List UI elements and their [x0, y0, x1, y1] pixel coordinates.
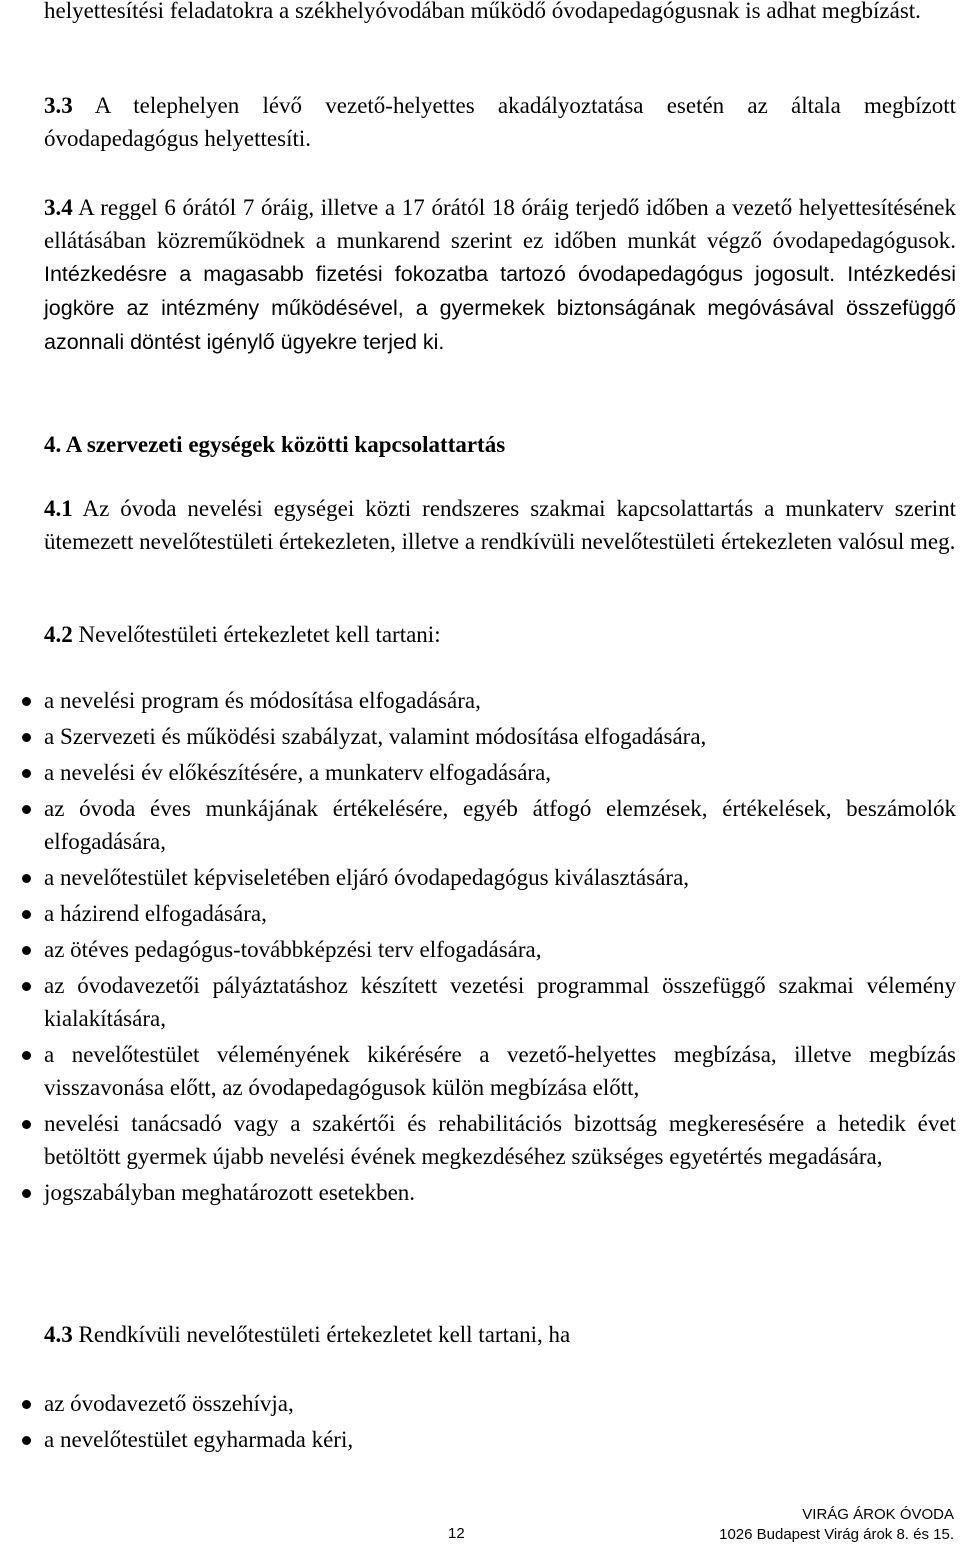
bullet-icon: [22, 1436, 31, 1445]
section-4-1-paragraph: [44, 492, 956, 558]
section-4-2-paragraph: [44, 618, 956, 651]
bullet-icon: [22, 805, 31, 814]
section-number: 4.2: [44, 622, 73, 647]
list-item: jogszabályban meghatározott esetekben.: [44, 1176, 956, 1209]
list-item: a házirend elfogadására,: [44, 897, 956, 930]
list-item: az ötéves pedagógus-továbbképzési terv elfogadására,: [44, 933, 956, 966]
org-name: VIRÁG ÁROK ÓVODA: [802, 1506, 954, 1523]
list-item: a nevelési év előkészítésére, a munkaterv elfogadására,: [44, 756, 956, 789]
list-item: a nevelési program és módosítása elfogadására,: [44, 684, 956, 717]
list-item: a Szervezeti és működési szabályzat, valamint módosítása elfogadására,: [44, 720, 956, 753]
section-4-heading: 4. A szervezeti egységek közötti kapcsolattartás: [44, 432, 506, 457]
list-item: nevelési tanácsadó vagy a szakértői és rehabilitációs bizottság megkeresésére a hetedik évet betöltött gyermek újabb nevelési évének megkezdéséhez szükséges egyetértés megadására,: [44, 1107, 956, 1173]
bullet-icon: [22, 1051, 31, 1060]
bullet-icon: [22, 1120, 31, 1129]
section-text: Rendkívüli nevelőtestületi értekezletet kell tartani, ha: [72, 1322, 571, 1347]
bullet-icon: [22, 982, 31, 991]
section-number: 4.1: [44, 496, 73, 521]
section-4-3-paragraph: [44, 1318, 956, 1351]
bullet-icon: [22, 769, 31, 778]
page-number: 12: [448, 1525, 465, 1542]
bullet-icon: [22, 874, 31, 883]
section-4-2-list: [44, 684, 956, 1212]
section-3-4-paragraph: [44, 191, 956, 359]
list-item: az óvoda éves munkájának értékelésére, egyéb átfogó elemzések, értékelések, beszámolók elfogadására,: [44, 792, 956, 858]
section-3-3-paragraph: [44, 89, 956, 155]
section-number: 4.3: [44, 1322, 73, 1347]
section-text: A reggel 6 órától 7 óráig, illetve a 17 órától 18 óráig terjedő időben a vezető helyettesítésének ellátásában közreműködnek a munkarend szerint ez időben munkát végző óvodapedagógusok.: [44, 195, 956, 253]
bullet-icon: [22, 910, 31, 919]
footer-org-block: [719, 1505, 954, 1545]
org-address: 1026 Budapest Virág árok 8. és 15.: [719, 1526, 954, 1543]
bullet-icon: [22, 697, 31, 706]
list-item: a nevelőtestület egyharmada kéri,: [44, 1423, 956, 1456]
section-text: Nevelőtestületi értekezletet kell tartani:: [72, 622, 441, 647]
bullet-icon: [22, 1189, 31, 1198]
section-number: 3.4: [44, 195, 73, 220]
section-text-continued: Intézkedésre a magasabb fizetési fokozatba tartozó óvodapedagógus jogosult. Intézkedési jogköre az intézmény működésével, a gyermekek biztonságának megóvásával összefüggő azonnali döntést igénylő ügyekre terjed ki.: [44, 262, 956, 354]
list-item: a nevelőtestület véleményének kikérésére a vezető-helyettes megbízása, illetve megbízás visszavonása előtt, az óvodapedagógusok külön megbízása előtt,: [44, 1038, 956, 1104]
bullet-icon: [22, 1400, 31, 1409]
list-item: a nevelőtestület képviseletében eljáró óvodapedagógus kiválasztására,: [44, 861, 956, 894]
section-number: 3.3: [44, 93, 73, 118]
section-text: Az óvoda nevelési egységei közti rendszeres szakmai kapcsolattartás a munkaterv szerint ütemezett nevelőtestületi értekezleten, illetve a rendkívüli nevelőtestületi értekezleten valósul meg.: [44, 496, 956, 554]
section-4-3-list: [44, 1387, 956, 1459]
section-text: A telephelyen lévő vezető-helyettes akadályoztatása esetén az általa megbízott óvodapedagógus helyettesíti.: [44, 93, 956, 151]
bullet-icon: [22, 733, 31, 742]
continuation-paragraph: helyettesítési feladatokra a székhelyóvodában működő óvodapedagógusnak is adhat megbízást.: [44, 0, 921, 23]
bullet-icon: [22, 946, 31, 955]
list-item: az óvodavezető összehívja,: [44, 1387, 956, 1420]
list-item: az óvodavezetői pályáztatáshoz készített vezetési programmal összefüggő szakmai vélemény kialakítására,: [44, 969, 956, 1035]
